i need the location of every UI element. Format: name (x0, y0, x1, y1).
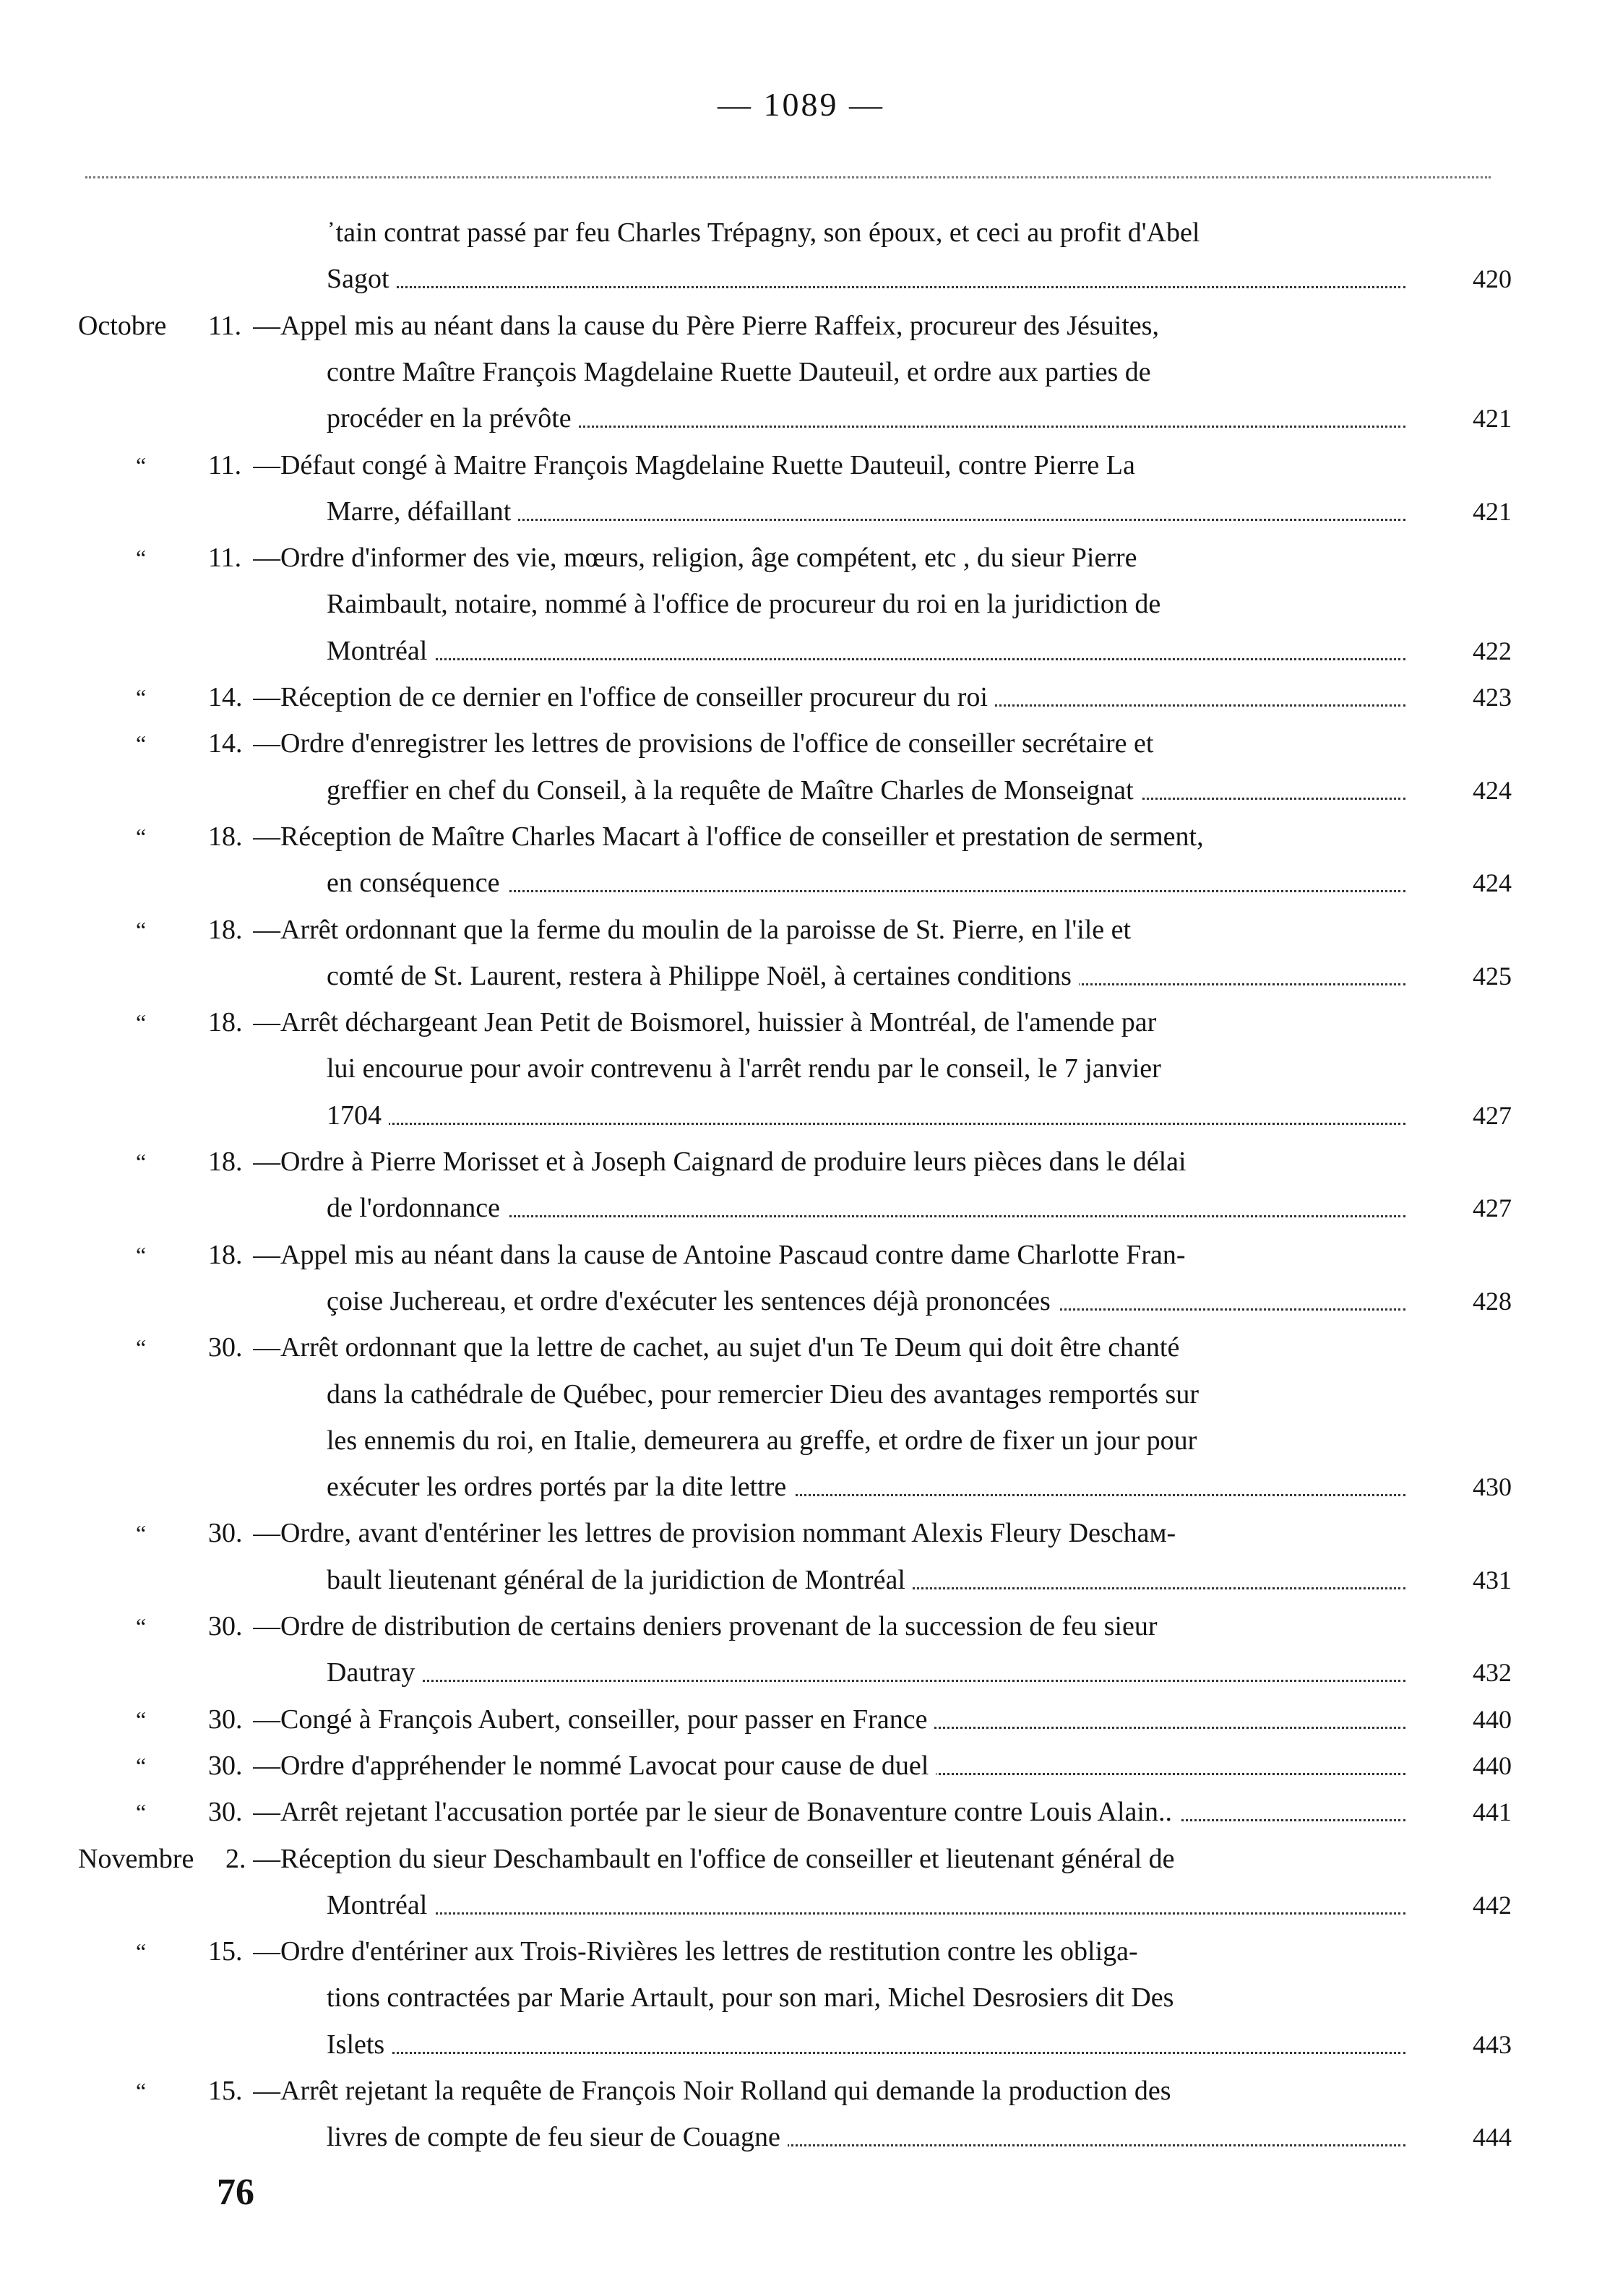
entry-day: 30. (208, 1611, 243, 1641)
entry-text: —Congé à François Aubert, conseiller, pour passer en France (253, 1698, 934, 1741)
page-number: — 1089 — (718, 86, 884, 123)
entry-line (253, 1511, 1405, 1555)
entry-text: —Réception de Maître Charles Macart à l'office de conseiller et prestation de serment, (253, 815, 1211, 858)
entry-text: de l'ordonnance (327, 1186, 507, 1230)
entry-day: 30. (208, 1750, 243, 1781)
leader-dots (327, 1123, 1405, 1125)
page-reference: 442 (1473, 1890, 1512, 1920)
entry-month: Octobre (78, 310, 167, 341)
page-reference: 421 (1473, 496, 1512, 526)
page-reference: 440 (1473, 1751, 1512, 1780)
entry-text: en conséquence (327, 861, 507, 905)
page-reference: 422 (1473, 636, 1512, 665)
entry-line (327, 861, 1405, 905)
page-reference: 421 (1473, 404, 1512, 433)
entry-line (327, 769, 1405, 812)
entry-text: —Appel mis au néant dans la cause de Antoine Pascaud contre dame Charlotte Fran- (253, 1233, 1193, 1277)
leader-dots (327, 1912, 1405, 1915)
entry-line (253, 908, 1405, 951)
ditto-mark: “ (136, 1241, 147, 1268)
entry-text: —Arrêt déchargeant Jean Petit de Boismorel, huissier à Montréal, de l'amende par (253, 1001, 1163, 1044)
entry-line (253, 1930, 1405, 1973)
ditto-mark: “ (136, 1613, 147, 1639)
entry-line (253, 676, 1405, 719)
ditto-mark: “ (136, 452, 147, 478)
page-reference: 424 (1473, 868, 1512, 898)
page-reference: 431 (1473, 1565, 1512, 1594)
entry-text: —Arrêt rejetant l'accusation portée par le sieur de Bonaventure contre Louis Alain.. (253, 1790, 1179, 1834)
entry-line (253, 444, 1405, 487)
page-reference: 432 (1473, 1658, 1512, 1688)
ditto-mark: “ (136, 545, 147, 571)
entry-day: 2. (225, 1843, 246, 1874)
entry-line (253, 1744, 1405, 1787)
entry-text: —Ordre, avant d'entériner les lettres de provision nommant Alexis Fleury Deschам- (253, 1511, 1183, 1555)
page-reference: 430 (1473, 1472, 1512, 1502)
entry-day: 30. (208, 1518, 243, 1549)
page-reference: 444 (1473, 2123, 1512, 2152)
entry-day: 14. (208, 682, 243, 712)
entry-line (327, 1558, 1405, 1602)
entry-line (327, 490, 1405, 533)
entry-text: —Réception de ce dernier en l'office de conseiller procureur du roi (253, 676, 995, 719)
entry-line (253, 1001, 1405, 1044)
ditto-mark: “ (136, 1938, 147, 1965)
page-reference: 427 (1473, 1100, 1512, 1130)
entry-text: bault lieutenant général de la juridiction de Montréal (327, 1558, 913, 1602)
entry-text: dans la cathédrale de Québec, pour remercier Dieu des avantages remportés sur (327, 1373, 1206, 1416)
entry-line (327, 2115, 1405, 2159)
entry-line (327, 1976, 1405, 2019)
page-reference: 427 (1473, 1194, 1512, 1223)
entry-line (253, 2069, 1405, 2112)
ditto-mark: “ (136, 684, 147, 710)
entry-line (327, 1651, 1405, 1694)
entry-line (253, 1605, 1405, 1648)
entry-text: Marre, défaillant (327, 490, 518, 533)
entry-text: —Réception du sieur Deschambault en l'office de conseiller et lieutenant général de (253, 1837, 1182, 1881)
entry-day: 18. (208, 914, 243, 945)
entry-text: exécuter les ordres portés par la dite lettre (327, 1465, 793, 1509)
entry-text: Sagot (327, 257, 397, 301)
entry-line (327, 1373, 1405, 1416)
entry-line (253, 1837, 1405, 1881)
entry-text: —Défaut congé à Maitre François Magdelaine Ruette Dauteuil, contre Pierre La (253, 444, 1142, 487)
ditto-mark: “ (136, 1520, 147, 1547)
entry-day: 30. (208, 1704, 243, 1735)
entry-line (253, 1790, 1405, 1834)
entry-text: comté de St. Laurent, restera à Philippe Noël, à certaines conditions (327, 954, 1079, 998)
entry-text: Montréal (327, 1883, 434, 1927)
entry-line (253, 815, 1405, 858)
ditto-mark: “ (136, 1799, 147, 1826)
entry-text: —Arrêt ordonnant que la ferme du moulin de la paroisse de St. Pierre, en l'ile et (253, 908, 1138, 951)
entry-day: 15. (208, 2076, 243, 2106)
page-reference: 423 (1473, 683, 1512, 712)
entry-text: contre Maître François Magdelaine Ruette Dauteuil, et ordre aux parties de (327, 350, 1158, 394)
entry-line (327, 1047, 1405, 1090)
entry-day: 14. (208, 728, 243, 759)
signature-mark: 76 (217, 2172, 254, 2213)
entry-line (327, 1883, 1405, 1927)
ditto-mark: “ (136, 823, 147, 850)
entry-text: —Arrêt rejetant la requête de François Noir Rolland qui demande la production des (253, 2069, 1178, 2112)
entry-line (327, 954, 1405, 998)
entry-text: procéder en la prévôte (327, 397, 579, 440)
entry-text: greffier en chef du Conseil, à la requête de Maître Charles de Monseignat (327, 769, 1141, 812)
entry-text: —Ordre de distribution de certains deniers provenant de la succession de feu sieur (253, 1605, 1164, 1648)
entry-line (327, 582, 1405, 626)
entry-day: 18. (208, 1239, 243, 1270)
entry-line (327, 350, 1405, 394)
entry-line (253, 1326, 1405, 1369)
page-reference: 443 (1473, 2029, 1512, 2059)
entry-day: 18. (208, 821, 243, 852)
entry-text: Islets (327, 2023, 392, 2066)
entry-text: —Appel mis au néant dans la cause du Père Pierre Raffeix, procureur des Jésuites, (253, 304, 1166, 348)
ditto-mark: “ (136, 1334, 147, 1361)
entry-text: 1704 (327, 1094, 389, 1137)
entry-text: —Ordre d'appréhender le nommé Lavocat pour cause de duel (253, 1744, 936, 1787)
entry-text: —Ordre d'entériner aux Trois-Rivières les lettres de restitution contre les obliga- (253, 1930, 1145, 1973)
entry-line (253, 536, 1405, 579)
leader-dots (327, 1680, 1405, 1682)
ditto-mark: “ (136, 916, 147, 943)
entry-line (327, 211, 1405, 254)
entry-day: 18. (208, 1007, 243, 1038)
entry-text: —Ordre à Pierre Morisset et à Joseph Caignard de produire leurs pièces dans le délai (253, 1140, 1194, 1183)
page-reference: 440 (1473, 1704, 1512, 1734)
entry-text: Dautray (327, 1651, 422, 1694)
page-reference: 425 (1473, 961, 1512, 991)
entry-line (327, 1419, 1405, 1462)
entry-line (253, 1140, 1405, 1183)
entry-text: çoise Juchereau, et ordre d'exécuter les sentences déjà prononcées (327, 1279, 1058, 1323)
entry-line (327, 629, 1405, 673)
entry-day: 15. (208, 1936, 243, 1967)
entry-line (327, 1465, 1405, 1509)
entry-text: livres de compte de feu sieur de Couagne (327, 2115, 788, 2159)
page-reference: 441 (1473, 1797, 1512, 1827)
leader-dots (327, 2052, 1405, 2054)
entry-day: 11. (208, 310, 242, 341)
entry-line (253, 722, 1405, 765)
ditto-mark: “ (136, 1009, 147, 1036)
entry-day: 18. (208, 1147, 243, 1177)
entry-line (253, 304, 1405, 348)
ditto-mark: “ (136, 1149, 147, 1175)
entry-month: Novembre (78, 1843, 194, 1874)
entry-day: 30. (208, 1332, 243, 1363)
entry-line (327, 1094, 1405, 1137)
entry-line (327, 1279, 1405, 1323)
page-reference: 424 (1473, 775, 1512, 805)
entry-text: Raimbault, notaire, nommé à l'office de procureur du roi en la juridiction de (327, 582, 1168, 626)
entry-text: ᾽tain contrat passé par feu Charles Trépagny, son époux, et ceci au profit d'Abel (327, 211, 1207, 254)
leader-dots (327, 658, 1405, 660)
entry-line (327, 2023, 1405, 2066)
page-reference: 420 (1473, 264, 1512, 294)
entry-line (253, 1233, 1405, 1277)
entry-text: —Arrêt ordonnant que la lettre de cachet, au sujet d'un Te Deum qui doit être chanté (253, 1326, 1187, 1369)
entry-day: 11. (208, 543, 242, 574)
page-reference: 428 (1473, 1286, 1512, 1316)
entry-text: les ennemis du roi, en Italie, demeurera au greffe, et ordre de fixer un jour pour (327, 1419, 1204, 1462)
entry-text: Montréal (327, 629, 434, 673)
entry-line (327, 257, 1405, 301)
entry-text: —Ordre d'informer des vie, mœurs, religion, âge compétent, etc , du sieur Pierre (253, 536, 1145, 579)
ditto-mark: “ (136, 1752, 147, 1779)
ditto-mark: “ (136, 730, 147, 757)
entry-text: —Ordre d'enregistrer les lettres de provisions de l'office de conseiller secrétaire et (253, 722, 1160, 765)
entry-text: tions contractées par Marie Artault, pour son mari, Michel Desrosiers dit Des (327, 1976, 1181, 2019)
entry-line (253, 1698, 1405, 1741)
entry-line (327, 397, 1405, 440)
entry-line (327, 1186, 1405, 1230)
leader-dots (327, 286, 1405, 288)
entry-text: lui encourue pour avoir contrevenu à l'arrêt rendu par le conseil, le 7 janvier (327, 1047, 1168, 1090)
entry-day: 30. (208, 1797, 243, 1828)
ditto-mark: “ (136, 1706, 147, 1732)
ditto-mark: “ (136, 2078, 147, 2104)
entry-day: 11. (208, 449, 242, 480)
